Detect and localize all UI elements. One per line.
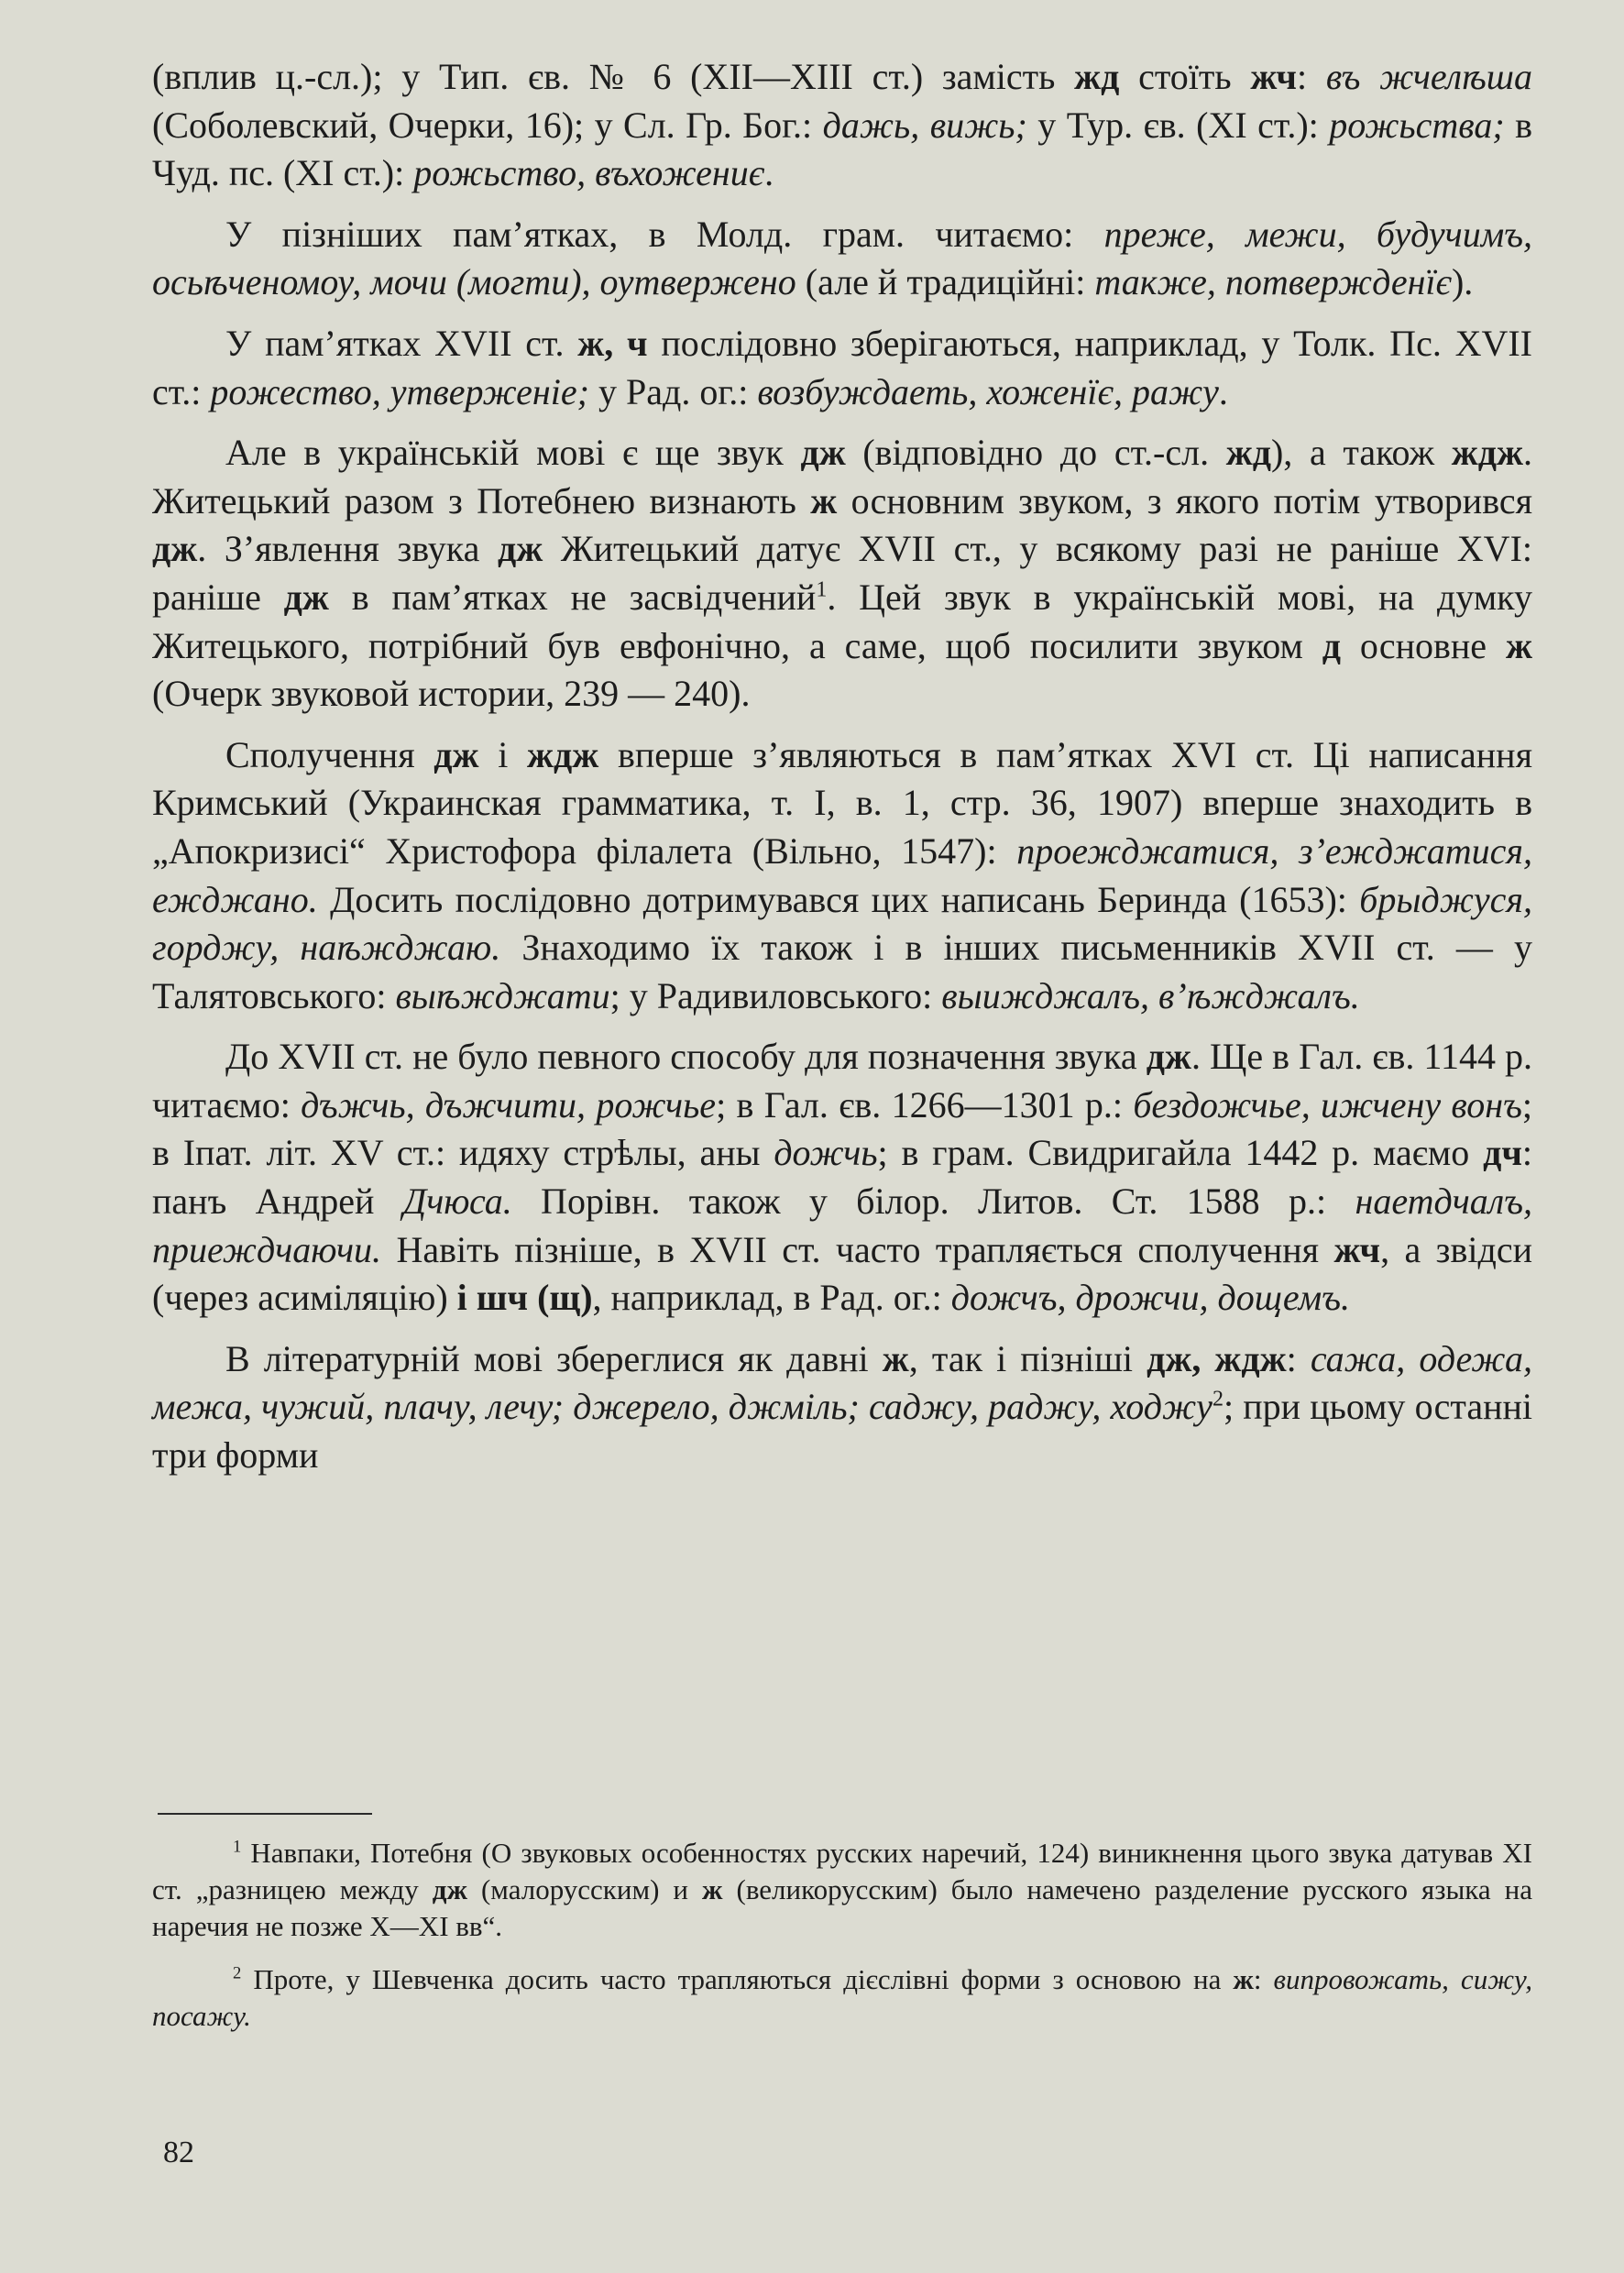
example-word: дъжчь, дъжчити, рожчье — [301, 1083, 717, 1126]
sound-notation: ж — [1505, 624, 1532, 666]
example-word: рожьство, въхожениє — [413, 152, 765, 194]
paragraph — [152, 53, 1532, 198]
footnote-marker: 1 — [816, 577, 828, 602]
text-run: ; в грам. Свидригайла 1442 р. маємо — [877, 1132, 1484, 1174]
text-run: стоїть — [1119, 56, 1251, 97]
text-run: : — [1253, 1963, 1274, 1995]
text-run: ; у Радивиловського: — [609, 974, 942, 1016]
example-word: рожьства; — [1329, 104, 1505, 146]
text-run: Навіть пізніше, в XVII ст. часто трапляється сполучення — [381, 1228, 1334, 1270]
main-text — [152, 53, 1532, 1480]
example-word: возбуждаеть, хоженїє, ражу — [757, 370, 1219, 412]
text-run: , так і пізніші — [908, 1337, 1147, 1379]
example-word: наетдчалъ, приеждчаючи. — [152, 1180, 1532, 1270]
sound-notation: і шч (щ) — [456, 1277, 593, 1319]
footnote-marker: 2 — [233, 1963, 242, 1983]
text-run: , наприклад, в Рад. ог.: — [592, 1277, 951, 1319]
sound-notation: ж — [1233, 1963, 1254, 1995]
sound-notation: дж — [1146, 1036, 1191, 1078]
text-run: : — [1286, 1337, 1311, 1379]
text-run: У пізніших пам’ятках, в Молд. грам. читаємо: — [225, 213, 1104, 255]
text-run: (але й традиційні: — [796, 261, 1095, 303]
text-run: Досить послідовно дотримувався цих написань Беринда (1653): — [317, 878, 1360, 920]
text-run: . — [764, 152, 774, 194]
example-word: въ жчелѣша — [1325, 56, 1532, 97]
text-run: основне — [1340, 624, 1506, 666]
text-run: (малорусским) и — [466, 1873, 702, 1905]
text-run: в Чуд. пс. (XI ст.): — [152, 104, 1533, 194]
text-run: В літературній мові збереглися як давні — [225, 1337, 883, 1379]
sound-notation: дж, ждж — [1147, 1337, 1287, 1379]
text-run: : панъ Андрей — [152, 1132, 1532, 1223]
text-run: (Соболевский, Очерки, 16); у Сл. Гр. Бог.: — [152, 104, 823, 146]
sound-notation: жч — [1333, 1228, 1381, 1270]
text-run: основним звуком, з якого потім утворився — [837, 479, 1532, 522]
text-run: ; в Іпат. літ. XV ст.: идяху стрѣлы, аны — [152, 1083, 1532, 1174]
text-run: Але в українській мові є ще звук — [225, 432, 801, 474]
paragraph — [152, 320, 1532, 416]
text-run: Навпаки, Потебня (О звуковых особенностях русских наречий, 124) виникнення цього звука датував XI ст. „разницею между — [152, 1837, 1532, 1905]
text-run: (великорусским) было намечено разделение русского языка на наречия не позже X—XI вв“. — [152, 1873, 1533, 1942]
text-run: у Рад. ог.: — [588, 370, 758, 412]
text-run: у Тур. єв. (XI ст.): — [1026, 104, 1330, 146]
sound-notation: дж — [152, 528, 198, 570]
footnote — [152, 1835, 1532, 1945]
text-run: ), а також — [1270, 432, 1452, 474]
example-word: рожество, утверженіе; — [210, 370, 589, 412]
example-word: дажь, вижь; — [822, 104, 1027, 146]
sound-notation: ждж — [527, 733, 599, 775]
example-word: Дчюса. — [402, 1180, 512, 1223]
text-run: (вплив ц.-сл.); у Тип. єв. № 6 (XII—XIII ст.) замість — [152, 56, 1075, 97]
footnote — [152, 1961, 1532, 2035]
example-word: выѣжджати — [395, 974, 610, 1016]
text-run: Порівн. також у білор. Литов. Ст. 1588 р.: — [511, 1180, 1355, 1223]
example-word: брыджуся, горджу, наѣжджаю. — [152, 878, 1532, 969]
text-run: і — [478, 733, 528, 775]
sound-notation: ж — [810, 479, 838, 522]
text-run: До XVII ст. не було певного способу для позначення звука — [225, 1036, 1147, 1078]
example-word: проежджатися, з’ежджатися, ежджано. — [152, 829, 1532, 920]
text-run: Проте, у Шевченка досить часто трапляються дієслівні форми з основою на — [241, 1963, 1234, 1995]
example-word: выижджалъ, в’ѣжджалъ. — [941, 974, 1360, 1016]
sound-notation: дж — [497, 528, 543, 570]
paragraph — [152, 1033, 1532, 1323]
text-run: . Ще в Гал. єв. 1144 р. читаємо: — [152, 1036, 1532, 1126]
sound-notation: дж — [283, 576, 329, 618]
text-run: (відповідно до ст.-сл. — [845, 432, 1226, 474]
text-run: ; при цьому останні три форми — [152, 1386, 1532, 1477]
text-run: (Очерк звуковой истории, 239 — 240). — [152, 673, 751, 715]
text-run: : — [1296, 56, 1326, 97]
page-number: 82 — [163, 2136, 194, 2169]
example-word: випровожать, сижу, посажу. — [152, 1963, 1532, 2032]
sound-notation: ж, ч — [577, 322, 648, 364]
paragraph — [152, 429, 1532, 719]
footnote-divider — [158, 1813, 372, 1815]
text-run: . Цей звук в українській мові, на думку Житецького, потрібний був евфонічно, а саме, щоб посилити звуком — [152, 576, 1532, 666]
sound-notation: жд — [1074, 56, 1120, 97]
paragraph — [152, 211, 1532, 307]
paragraph — [152, 731, 1532, 1021]
text-run: . Житецький разом з Потебнею визнають — [152, 432, 1533, 522]
sound-notation: жч — [1250, 56, 1297, 97]
text-run: Житецький датує XVII ст., у всякому разі не раніше XVI: раніше — [152, 528, 1532, 618]
example-word: дожчь — [774, 1132, 878, 1174]
sound-notation: дж — [800, 432, 846, 474]
paragraph — [152, 1335, 1532, 1480]
example-word: также, потвержденїє — [1094, 261, 1452, 303]
text-run: Знаходимо їх також і в інших письменників XVII ст. — у Талятовського: — [152, 927, 1532, 1016]
text-run: Сполучення — [225, 733, 434, 775]
text-run: вперше з’являються в пам’ятках XVI ст. Ці написання Кримський (Украинская грамматика, т. I, в. 1, стр. 36, 1907) вперше знаходить в „Апокризисі“ Христофора філалета (Вільно, 1547): — [152, 733, 1532, 872]
sound-notation: ж — [882, 1337, 909, 1379]
sound-notation: д — [1322, 624, 1341, 666]
sound-notation: жд — [1225, 432, 1271, 474]
text-run: послідовно зберігаються, наприклад, у Толк. Пс. XVII ст.: — [152, 322, 1533, 412]
text-run: . — [1218, 370, 1228, 412]
footnote-marker: 2 — [1212, 1388, 1223, 1412]
sound-notation: ж — [702, 1873, 723, 1905]
sound-notation: дч — [1483, 1132, 1522, 1174]
sound-notation: ждж — [1451, 432, 1524, 474]
footnote-marker: 1 — [233, 1837, 242, 1857]
example-word: сажа, одежа, межа, чужий, плачу, лечу; джерело, джміль; саджу, раджу, ходжу — [152, 1337, 1532, 1428]
sound-notation: дж — [432, 1873, 467, 1905]
example-word: бездожчье, ижчену вонъ — [1133, 1083, 1522, 1126]
footnotes — [152, 1813, 1532, 2051]
text-run: ; в Гал. єв. 1266—1301 р.: — [716, 1083, 1134, 1126]
text-run: . З’явлення звука — [197, 528, 498, 570]
text-run: У пам’ятках XVII ст. — [225, 322, 578, 364]
sound-notation: дж — [433, 733, 479, 775]
text-run: в пам’ятках не засвідчений — [328, 576, 817, 618]
text-run: , а звідси (через асиміляцію) — [152, 1228, 1532, 1319]
example-word: дожчъ, дрожчи, дощемъ. — [950, 1277, 1350, 1319]
text-run: ). — [1451, 261, 1474, 303]
example-word: преже, межи, будучимъ, осьѣченомоу, мочи (могти), оутвержено — [152, 213, 1532, 303]
